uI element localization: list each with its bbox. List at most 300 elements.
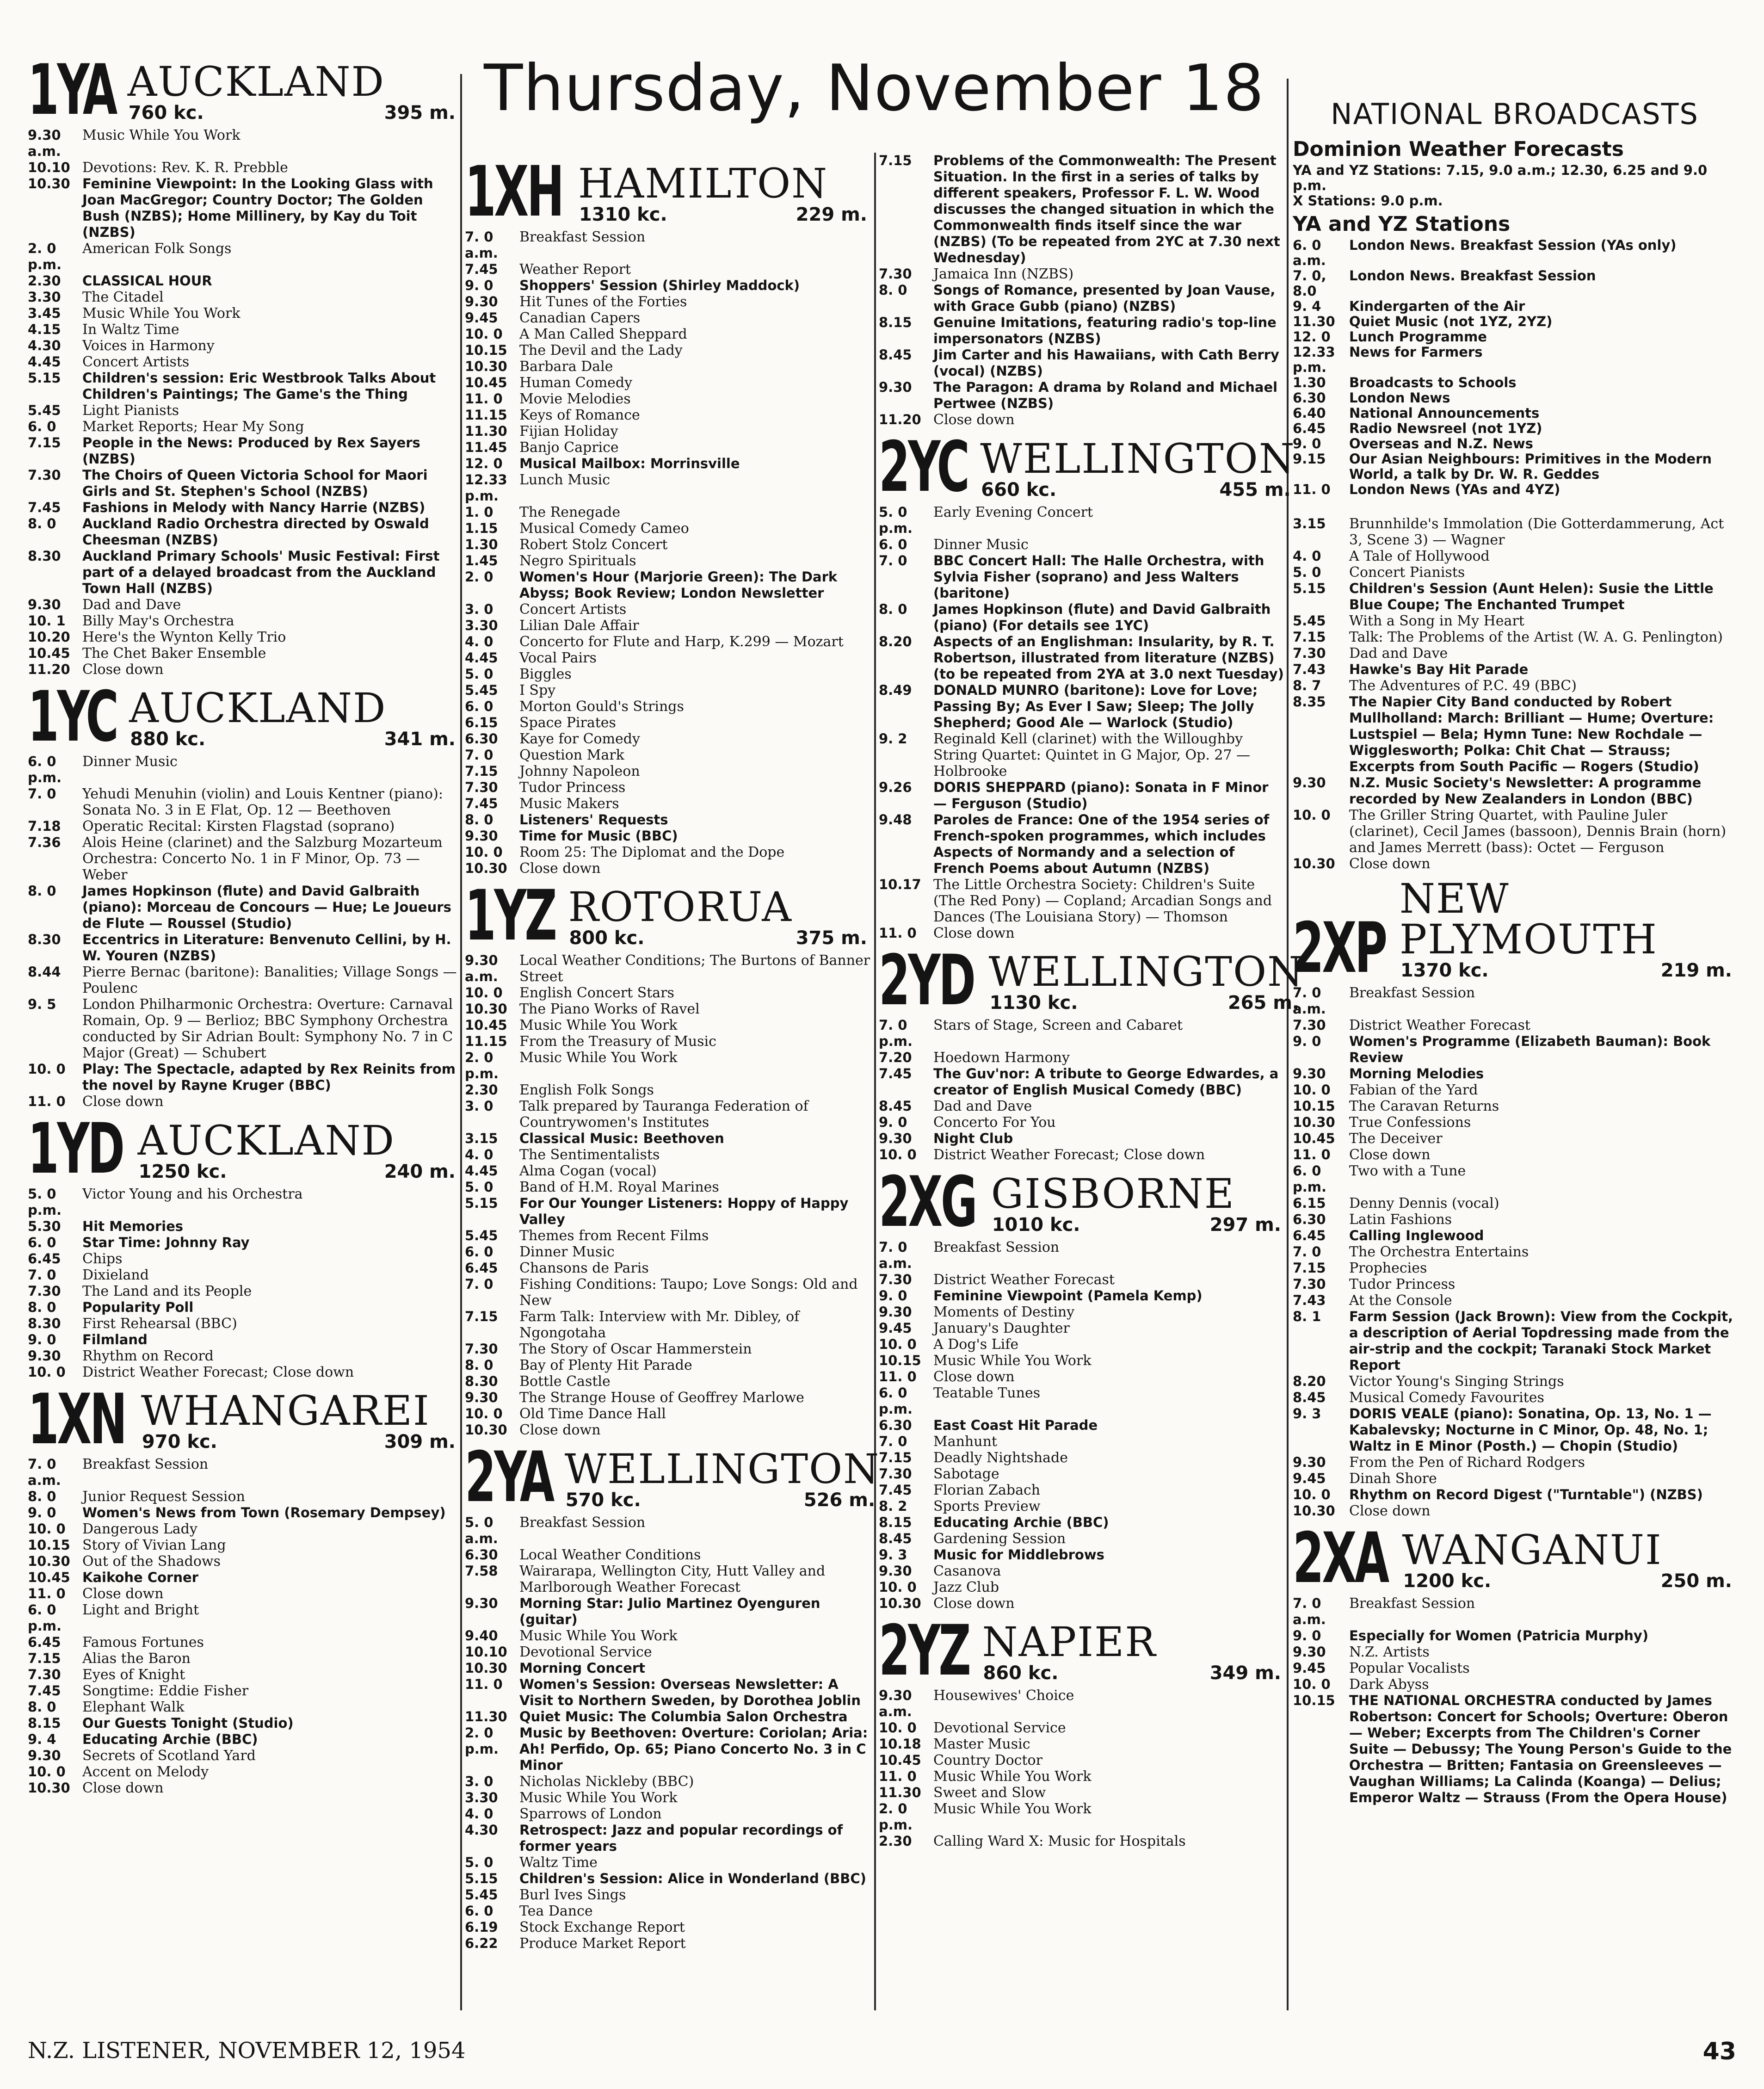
- program-time: 8. 0: [28, 515, 56, 532]
- program-title: Children's Session (Aunt Helen): Susie the Little Blue Coupe; The Enchanted Trumpet: [1349, 581, 1714, 612]
- national-row: [1293, 451, 1737, 482]
- program-row: [465, 1244, 872, 1260]
- program-time: 6. 0 p.m.: [28, 1602, 62, 1634]
- station-call-sign: 1YD: [28, 1109, 123, 1189]
- program-title: The Renegade: [519, 504, 621, 520]
- program-row: [28, 645, 460, 661]
- program-row: [879, 537, 1286, 553]
- program-time: 8.15: [28, 1715, 61, 1731]
- program-row: [465, 1163, 872, 1179]
- wavelength: 526 m.: [803, 1489, 876, 1511]
- station-header: [28, 1109, 460, 1189]
- program-title: Morning Star: Julio Martinez Oyenguren (guitar): [519, 1595, 820, 1627]
- program-title: The Caravan Returns: [1349, 1098, 1499, 1114]
- program-row: [465, 715, 872, 731]
- program-time: 9. 0: [1293, 1033, 1321, 1049]
- program-row: [465, 1935, 872, 1952]
- program-title: N.Z. Music Society's Newsletter: A programme recorded by New Zealanders in London (BBC): [1349, 775, 1702, 807]
- program-time: 10.30: [28, 1780, 70, 1796]
- program-time: 3. 0: [465, 601, 493, 617]
- program-time: 8. 0: [28, 1699, 56, 1715]
- kilocycles: 970 kc.: [142, 1431, 217, 1452]
- program-time: 10.30: [1293, 1503, 1335, 1519]
- program-title: Jazz Club: [933, 1579, 999, 1595]
- wavelength: 349 m.: [1209, 1663, 1281, 1684]
- program-time: 10.10: [465, 1644, 507, 1660]
- program-time: 7.58: [465, 1563, 498, 1579]
- program-row: [1293, 1131, 1737, 1147]
- program-title: Bay of Plenty Hit Parade: [519, 1357, 692, 1373]
- station-call-sign: 1XN: [28, 1379, 125, 1460]
- program-row: [465, 731, 872, 747]
- program-title: Women's Session: Overseas Newsletter: A Visit to Northern Sweden, by Dorothea Joblin: [519, 1676, 861, 1708]
- column-rule: [1287, 79, 1289, 2010]
- program-title: Eccentrics in Literature: Benvenuto Cellini, by H. W. Youren (NZBS): [82, 932, 451, 964]
- station-city: WELLINGTON: [988, 948, 1304, 995]
- program-title: Latin Fashions: [1349, 1211, 1452, 1228]
- program-row: [879, 315, 1286, 347]
- program-row: [879, 282, 1286, 315]
- program-time: 12. 0: [465, 455, 503, 471]
- program-time: 10.45: [28, 645, 70, 661]
- program-time: 11.30: [465, 423, 507, 439]
- program-time: 6.15: [1293, 1195, 1326, 1211]
- program-time: 10. 0: [28, 1061, 66, 1077]
- weather-line: YA and YZ Stations: 7.15, 9.0 a.m.; 12.30, 6.25 and 9.0 p.m.: [1293, 162, 1708, 193]
- program-time: 7. 0: [879, 552, 907, 569]
- program-row: [465, 391, 872, 407]
- program-title: Close down: [519, 860, 601, 877]
- program-row: [28, 1537, 460, 1553]
- kilocycles: 1250 kc.: [138, 1161, 227, 1182]
- program-time: 5.15: [465, 1870, 498, 1886]
- program-time: 7.45: [465, 795, 498, 811]
- program-time: 7.30: [28, 467, 61, 483]
- program-time: 5. 0: [1293, 564, 1321, 580]
- program-time: 7.30: [28, 1283, 61, 1299]
- program-row: [28, 305, 460, 321]
- program-title: Jamaica Inn (NZBS): [933, 266, 1074, 282]
- station-block: [879, 427, 1295, 941]
- program-title: Especially for Women (Patricia Murphy): [1349, 1627, 1649, 1644]
- program-title: A Dog's Life: [933, 1336, 1019, 1353]
- program-row: [28, 1650, 460, 1667]
- program-time: 10. 0: [879, 1579, 917, 1595]
- program-row: [879, 1736, 1286, 1752]
- program-row: [879, 1785, 1286, 1801]
- program-row: [1293, 645, 1737, 661]
- program-row: [465, 261, 872, 278]
- program-time: 1.15: [465, 520, 498, 536]
- program-title: A Tale of Hollywood: [1349, 548, 1490, 564]
- program-time: 8.30: [28, 932, 61, 947]
- program-row: [28, 1586, 460, 1602]
- program-time: 11.45: [465, 439, 507, 455]
- program-time: 7. 0: [879, 1433, 907, 1449]
- program-title: The Napier City Band conducted by Robert Mullholland: March: Brilliant — Hume; Overture: Lustspiel — Bela; Hymn Tune: New Rochdale — Wigglesworth; Polka: Chit Chat — Strauss; Excerpts from South Pacific — Rogers (Studio): [1349, 694, 1714, 774]
- station-city: ROTORUA: [568, 883, 792, 931]
- program-time: 8. 0: [879, 282, 907, 298]
- program-row: [28, 1570, 460, 1586]
- program-title: Quiet Music: The Columbia Salon Orchestra: [519, 1708, 848, 1724]
- program-title: Alois Heine (clarinet) and the Salzburg Mozarteum Orchestra: Concerto No. 1 in F Minor, Op. 73 — Weber: [82, 834, 443, 883]
- station-header: [465, 152, 872, 232]
- station-header: [1293, 1518, 1737, 1599]
- program-row: [465, 1017, 872, 1033]
- program-row: [28, 1699, 460, 1715]
- program-time: 4.45: [465, 649, 498, 666]
- kilocycles: 570 kc.: [565, 1489, 641, 1511]
- program-time: 11. 0: [879, 925, 917, 941]
- program-time: 10.15: [465, 342, 507, 358]
- program-title: Talk prepared by Tauranga Federation of Countrywomen's Institutes: [519, 1098, 808, 1131]
- wavelength: 297 m.: [1209, 1214, 1281, 1236]
- program-row: [1293, 1471, 1737, 1487]
- program-row: [1293, 1228, 1737, 1244]
- program-title: True Confessions: [1349, 1114, 1471, 1131]
- program-time: 5.15: [465, 1195, 498, 1211]
- program-title: Sweet and Slow: [933, 1785, 1046, 1801]
- program-row: [1293, 1017, 1737, 1033]
- program-title: Out of the Shadows: [82, 1553, 221, 1570]
- column-4: [1293, 97, 1737, 2033]
- program-row: [1293, 548, 1737, 564]
- program-title: Stock Exchange Report: [519, 1919, 685, 1935]
- program-title: Hoedown Harmony: [933, 1050, 1070, 1066]
- program-row: [879, 412, 1286, 428]
- program-time: 7. 0: [1293, 1244, 1321, 1260]
- program-time: 7.30: [1293, 1276, 1326, 1292]
- program-row: [28, 1235, 460, 1251]
- program-time: 10.45: [879, 1752, 921, 1768]
- station-info: [1396, 875, 1737, 981]
- program-time: 9.26: [879, 779, 912, 795]
- program-row: [28, 883, 460, 932]
- program-title: The Piano Works of Ravel: [519, 1001, 700, 1017]
- program-title: Music While You Work: [519, 1017, 678, 1033]
- program-row: [28, 1332, 460, 1348]
- program-title: DORIS VEALE (piano): Sonatina, Op. 13, No. 1 — Kabalevsky; Nocturne in C Minor, Op. 48, No. 1; Waltz in E Minor (Posth.) — Chopin (Studio): [1349, 1406, 1712, 1454]
- program-row: [465, 1774, 872, 1790]
- program-title: The Sentimentalists: [519, 1147, 660, 1163]
- column-rule: [460, 74, 462, 2010]
- program-row: [465, 1082, 872, 1098]
- kilocycles: 800 kc.: [569, 927, 645, 949]
- program-row: [465, 796, 872, 812]
- program-time: 5. 0: [465, 666, 493, 682]
- program-row: [879, 925, 1286, 941]
- program-row: [465, 1001, 872, 1017]
- program-title: Breakfast Session: [519, 1514, 646, 1531]
- program-row: [465, 1854, 872, 1871]
- station-city: NAPIER: [982, 1618, 1157, 1666]
- national-row: [1293, 299, 1737, 314]
- program-title: Concert Artists: [82, 353, 190, 370]
- program-time: 10. 0: [1293, 1487, 1331, 1502]
- program-time: 8. 0: [28, 883, 56, 899]
- program-time: 9.30: [879, 1131, 912, 1146]
- program-row: [28, 1505, 460, 1521]
- program-time: 8. 0: [465, 1357, 493, 1373]
- program-row: [879, 1272, 1286, 1288]
- program-row: [879, 1434, 1286, 1450]
- program-title: Genuine Imitations, featuring radio's top-line impersonators (NZBS): [933, 315, 1277, 346]
- program-time: 10. 0: [879, 1336, 917, 1352]
- program-time: 9.45: [1293, 1471, 1326, 1486]
- program-time: 7.30: [879, 1465, 912, 1482]
- program-title: Deadly Nightshade: [933, 1449, 1068, 1466]
- station-header: [28, 1379, 460, 1460]
- program-time: 7.15: [28, 434, 61, 451]
- program-title: The Paragon: A drama by Roland and Michael Pertwee (NZBS): [933, 379, 1278, 411]
- program-row: [465, 1644, 872, 1660]
- program-time: 2. 0 p.m.: [465, 1050, 499, 1082]
- program-time: 7.20: [879, 1050, 912, 1065]
- program-row: [28, 435, 460, 467]
- program-title: Early Evening Concert: [933, 504, 1093, 520]
- program-row: [465, 666, 872, 682]
- ya-yz-title: YA and YZ Stations: [1293, 212, 1511, 236]
- program-row: [1293, 1033, 1737, 1066]
- station-frequency: [124, 102, 460, 124]
- program-time: 3. 0: [465, 1773, 493, 1789]
- program-row: [465, 472, 872, 504]
- program-title: I Spy: [519, 682, 556, 698]
- program-title: Burl Ives Sings: [519, 1886, 626, 1903]
- national-time: 7. 0, 8.0: [1293, 268, 1326, 299]
- program-row: [28, 1602, 460, 1634]
- program-row: [28, 1683, 460, 1699]
- program-row: [465, 342, 872, 358]
- station-city: AUCKLAND: [127, 57, 385, 105]
- program-title: Keys of Romance: [519, 407, 640, 423]
- station-block: [879, 153, 1286, 428]
- program-time: 7.15: [465, 763, 498, 779]
- station-header: [879, 1610, 1286, 1691]
- program-row: [879, 1288, 1286, 1304]
- program-title: The Land and its People: [82, 1283, 252, 1299]
- program-time: 10.15: [1293, 1098, 1335, 1114]
- program-time: 10.15: [1293, 1692, 1335, 1708]
- program-time: 10.15: [28, 1537, 70, 1553]
- program-title: The Orchestra Entertains: [1349, 1244, 1529, 1260]
- program-time: 11.20: [28, 661, 70, 677]
- program-row: [28, 1489, 460, 1505]
- national-item: London News. Breakfast Session (YAs only): [1349, 237, 1677, 253]
- program-title: The Deceiver: [1349, 1131, 1443, 1147]
- program-time: 10.20: [28, 629, 70, 645]
- program-time: 8. 0: [465, 811, 493, 828]
- program-row: [465, 1660, 872, 1676]
- program-time: 10.45: [28, 1570, 70, 1585]
- program-time: 10.30: [28, 1553, 70, 1569]
- program-title: In Waltz Time: [82, 321, 179, 338]
- program-title: Johnny Napoleon: [519, 763, 640, 779]
- program-title: The Adventures of P.C. 49 (BBC): [1349, 678, 1577, 694]
- program-time: 10.30: [465, 358, 507, 374]
- program-time: 9. 0: [879, 1114, 907, 1130]
- program-title: English Concert Stars: [519, 985, 674, 1001]
- program-title: The Devil and the Lady: [519, 342, 683, 358]
- program-title: Victor Young's Singing Strings: [1349, 1373, 1564, 1390]
- program-title: Dark Abyss: [1349, 1676, 1429, 1693]
- program-time: 10.17: [879, 876, 921, 892]
- program-row: [1293, 629, 1737, 645]
- program-row: [28, 661, 460, 678]
- program-time: 9.30 a.m.: [465, 952, 498, 984]
- program-title: Stars of Stage, Screen and Cabaret: [933, 1017, 1183, 1033]
- program-row: [465, 423, 872, 439]
- program-row: [28, 516, 460, 548]
- program-title: Gardening Session: [933, 1530, 1066, 1547]
- kilocycles: 1010 kc.: [992, 1214, 1080, 1236]
- program-time: 5. 0: [465, 1179, 493, 1195]
- program-row: [28, 127, 460, 160]
- program-title: Chips: [82, 1250, 123, 1267]
- program-title: Band of H.M. Royal Marines: [519, 1179, 719, 1195]
- wavelength: 229 m.: [796, 204, 867, 225]
- national-item: Overseas and N.Z. News: [1349, 436, 1533, 451]
- program-row: [28, 338, 460, 354]
- program-title: Banjo Caprice: [519, 439, 619, 456]
- program-row: [879, 504, 1286, 537]
- wavelength: 250 m.: [1660, 1570, 1732, 1592]
- program-time: 8.30: [465, 1373, 498, 1389]
- program-time: 9.30: [465, 293, 498, 309]
- program-title: Light and Bright: [82, 1602, 199, 1618]
- kilocycles: 1370 kc.: [1400, 960, 1489, 981]
- program-title: Close down: [1349, 1503, 1431, 1519]
- program-title: Dad and Dave: [1349, 645, 1448, 661]
- national-time: 12. 0: [1293, 329, 1331, 345]
- program-title: At the Console: [1349, 1292, 1452, 1309]
- program-title: District Weather Forecast: [933, 1271, 1115, 1288]
- program-time: 8.45: [879, 347, 912, 363]
- program-time: 9.30: [465, 1595, 498, 1611]
- page-footer: [28, 2038, 1736, 2065]
- program-time: 6. 0: [28, 418, 56, 434]
- program-row: [879, 553, 1286, 601]
- program-row: [879, 266, 1286, 282]
- program-time: 4. 0: [465, 1147, 493, 1162]
- program-time: 5.45: [465, 1228, 498, 1243]
- program-title: Produce Market Report: [519, 1935, 686, 1952]
- program-row: [28, 1731, 460, 1748]
- program-time: 7. 0: [28, 786, 56, 802]
- national-row: [1293, 238, 1737, 268]
- national-time: 9. 4: [1293, 298, 1321, 314]
- program-time: 10. 0: [465, 1406, 503, 1422]
- program-row: [879, 1687, 1286, 1720]
- kilocycles: 1310 kc.: [579, 204, 667, 225]
- program-time: 9. 2: [879, 730, 907, 747]
- program-time: 7.43: [1293, 661, 1326, 677]
- program-title: Close down: [1349, 856, 1431, 872]
- national-time: 9.15: [1293, 451, 1326, 467]
- program-time: 9.40: [465, 1627, 498, 1644]
- column-2: [465, 152, 880, 2033]
- program-title: Chansons de Paris: [519, 1260, 649, 1276]
- program-time: 9. 3: [1293, 1406, 1321, 1422]
- national-item: Kindergarten of the Air: [1349, 298, 1525, 314]
- program-row: [28, 1553, 460, 1570]
- station-info: [134, 1116, 460, 1182]
- program-title: Close down: [82, 1094, 164, 1110]
- program-time: 8.49: [879, 682, 912, 698]
- program-title: Dad and Dave: [82, 596, 181, 613]
- program-title: Canadian Capers: [519, 309, 641, 326]
- program-time: 7.30: [28, 1667, 61, 1682]
- program-time: 7. 0: [465, 747, 493, 763]
- program-time: 1. 0: [465, 504, 493, 520]
- program-title: Popularity Poll: [82, 1299, 194, 1315]
- program-row: [1293, 1163, 1737, 1195]
- program-title: Prophecies: [1349, 1260, 1427, 1276]
- program-title: Breakfast Session: [1349, 985, 1475, 1001]
- program-time: 5.15: [1293, 581, 1326, 596]
- station-header: [465, 1437, 880, 1518]
- program-title: Devotional Service: [519, 1644, 652, 1660]
- program-row: [1293, 1406, 1737, 1454]
- wavelength: 395 m.: [384, 102, 456, 124]
- program-row: [465, 1790, 872, 1806]
- program-title: English Folk Songs: [519, 1082, 654, 1098]
- station-info: [978, 1618, 1286, 1684]
- program-title: Yehudi Menuhin (violin) and Louis Kentner (piano): Sonata No. 3 in E Flat, Op. 12 — Beethoven: [82, 786, 443, 818]
- program-row: [879, 1720, 1286, 1736]
- program-time: 10. 0: [879, 1720, 917, 1736]
- program-row: [465, 618, 872, 634]
- station-call-sign: 2YZ: [879, 1610, 969, 1691]
- program-title: Auckland Primary Schools' Music Festival: First part of a delayed broadcast from the Auckland Town Hall (NZBS): [82, 548, 440, 596]
- program-title: Dad and Dave: [933, 1098, 1032, 1114]
- program-row: [465, 1131, 872, 1147]
- national-item: Our Asian Neighbours: Primitives in the Modern World, a talk by Dr. W. R. Geddes: [1349, 451, 1712, 482]
- program-row: [879, 1417, 1286, 1434]
- station-city: WHANGAREI: [141, 1387, 430, 1434]
- kilocycles: 660 kc.: [981, 479, 1057, 501]
- program-title: American Folk Songs: [82, 240, 232, 257]
- program-title: Fishing Conditions: Taupo; Love Songs: Old and New: [519, 1276, 858, 1309]
- program-row: [28, 289, 460, 305]
- station-city: WELLINGTON: [564, 1445, 880, 1493]
- program-row: [465, 1709, 872, 1725]
- program-row: [465, 634, 872, 650]
- program-row: [465, 1357, 872, 1373]
- program-row: [28, 273, 460, 289]
- station-frequency: [987, 1214, 1286, 1236]
- program-time: 7. 0 a.m.: [465, 229, 498, 261]
- program-title: Weather Report: [519, 261, 631, 278]
- program-time: 9.45: [465, 309, 498, 326]
- kilocycles: 1130 kc.: [989, 992, 1078, 1014]
- program-title: Morton Gould's Strings: [519, 698, 684, 715]
- program-time: 10. 0: [1293, 1082, 1331, 1098]
- program-time: 4. 0: [1293, 548, 1321, 564]
- station-header: [879, 427, 1295, 507]
- program-time: 7.43: [1293, 1292, 1326, 1308]
- program-time: 8.20: [1293, 1373, 1326, 1389]
- program-time: 7.30: [879, 266, 912, 282]
- program-time: 9.30 a.m.: [28, 127, 61, 159]
- program-time: 10. 0: [879, 1147, 917, 1162]
- station-call-sign: 2YA: [465, 1437, 553, 1518]
- program-title: Accent on Melody: [82, 1764, 209, 1780]
- program-title: The Griller String Quartet, with Pauline Juler (clarinet), Cecil James (bassoon), Dennis Brain (horn) and James Merrett (bass): Octet — Ferguson: [1349, 807, 1727, 856]
- program-row: [28, 964, 460, 996]
- program-row: [1293, 661, 1737, 678]
- program-time: 7.15: [28, 1650, 61, 1666]
